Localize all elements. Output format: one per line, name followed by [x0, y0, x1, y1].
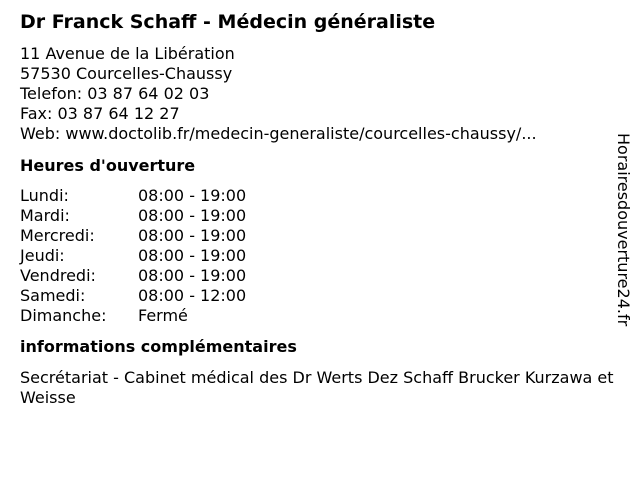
opening-hours-table [20, 186, 610, 326]
hours-value: 08:00 - 19:00 [138, 186, 247, 205]
hours-value: 08:00 - 19:00 [138, 226, 247, 245]
day-label: Mercredi: [20, 226, 95, 245]
day-label: Jeudi: [20, 246, 65, 265]
fax-number: Fax: 03 87 64 12 27 [20, 104, 180, 123]
site-watermark: Horairesdouverture24.fr [614, 133, 633, 327]
day-label: Dimanche: [20, 306, 107, 325]
phone-number: Telefon: 03 87 64 02 03 [20, 84, 210, 103]
hours-row-tuesday [20, 206, 610, 226]
hours-value: 08:00 - 19:00 [138, 246, 247, 265]
hours-value: 08:00 - 19:00 [138, 206, 247, 225]
day-label: Samedi: [20, 286, 86, 305]
additional-info-text: Secrétariat - Cabinet médical des Dr Werts Dez Schaff Brucker Kurzawa et Weisse [20, 368, 614, 407]
opening-hours-heading: Heures d'ouverture [20, 156, 196, 175]
hours-row-saturday [20, 286, 610, 306]
day-label: Mardi: [20, 206, 70, 225]
additional-info-heading: informations complémentaires [20, 337, 297, 356]
hours-row-sunday [20, 306, 610, 326]
city-postal: 57530 Courcelles-Chaussy [20, 64, 233, 83]
hours-value: Fermé [138, 306, 188, 325]
address-block [20, 44, 610, 144]
hours-row-monday [20, 186, 610, 206]
day-label: Vendredi: [20, 266, 96, 285]
street-address: 11 Avenue de la Libération [20, 44, 235, 63]
day-label: Lundi: [20, 186, 69, 205]
page-title: Dr Franck Schaff - Médecin généraliste [20, 11, 436, 33]
hours-row-friday [20, 266, 610, 286]
hours-row-thursday [20, 246, 610, 266]
hours-row-wednesday [20, 226, 610, 246]
hours-value: 08:00 - 19:00 [138, 266, 247, 285]
hours-value: 08:00 - 12:00 [138, 286, 247, 305]
listing-content [20, 10, 614, 408]
website-link[interactable]: Web: www.doctolib.fr/medecin-generaliste/courcelles-chaussy/... [20, 124, 537, 143]
